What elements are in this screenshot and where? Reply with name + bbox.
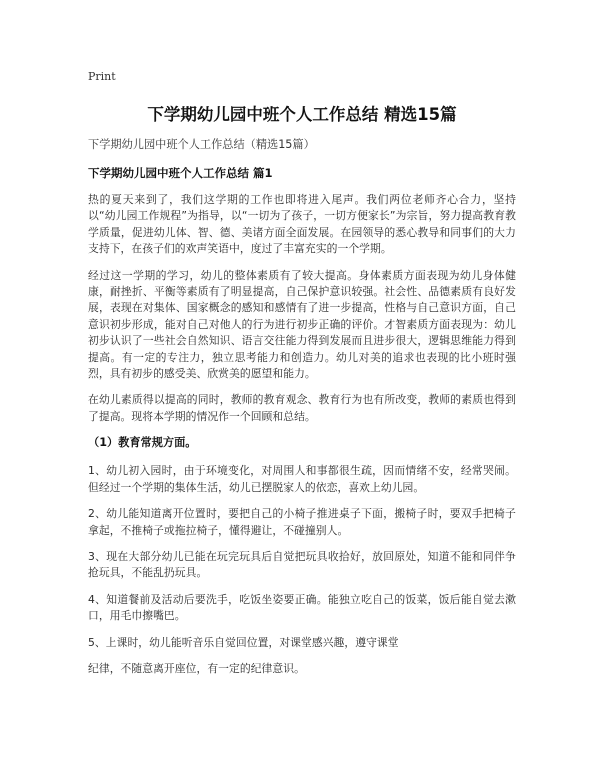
- paragraph-development: 经过这一学期的学习，幼儿的整体素质有了较大提高。身体素质方面表现为幼儿身体健康，耐挫折、平衡等素质有了明显提高，自己保护意识较强。社会性、品德素质有良好发展，表现在对集体、国家概念的感知和感情有了进一步提高，性格与自己意识方面，自己意识初步形成，能对自己对他人的行为进行初步正确的评价。才智素质方面表现为：幼儿初步认识了一些社会自然知识、语言交往能力得到发展而且进步很大，逻辑思维能力得到提高。有一定的专注力，独立思考能力和创造力。幼儿对美的追求也表现的比小班时强烈，具有初步的感受美、欣赏美的愿望和能力。: [88, 268, 516, 381]
- paragraph-intro: 热的夏天来到了，我们这学期的工作也即将进入尾声。我们两位老师齐心合力，坚持以“幼儿园工作规程”为指导，以“一切为了孩子，一切方便家长”为宗旨，努力提高教育教学质量，促进幼儿体、智、德、美诸方面全面发展。在园领导的悉心教导和同事们的大力支持下，在孩子们的欢声笑语中，度过了丰富充实的一个学期。: [88, 193, 516, 256]
- list-item: 1、幼儿初入园时，由于环境变化，对周围人和事都很生疏，因而情绪不安，经常哭闹。但经过一个学期的集体生活，幼儿已摆脱家人的依恋，喜欢上幼儿园。: [88, 464, 516, 494]
- paragraph-teacher: 在幼儿素质得以提高的同时，教师的教育观念、教育行为也有所改变，教师的素质也得到了提高。现将本学期的情况作一个回顾和总结。: [88, 393, 516, 423]
- document-title: 下学期幼儿园中班个人工作总结 精选15篇: [147, 105, 457, 124]
- list-item: 纪律，不随意离开座位，有一定的纪律意识。: [88, 661, 305, 675]
- sub-heading-routine: （1）教育常规方面。: [88, 436, 197, 450]
- list-item: 5、上课时，幼儿能听音乐自觉回位置，对课堂感兴趣，遵守课堂: [88, 635, 399, 649]
- list-item: 2、幼儿能知道离开位置时，要把自己的小椅子推进桌子下面，搬椅子时，要双手把椅子拿起，不推椅子或拖拉椅子，懂得避让，不碰撞别人。: [88, 507, 516, 537]
- print-label[interactable]: Print: [88, 70, 116, 83]
- list-item: 4、知道餐前及活动后要洗手，吃饭坐姿要正确。能独立吃自己的饭菜，饭后能自觉去漱口，用毛巾擦嘴巴。: [88, 592, 516, 623]
- document-page: [88, 70, 516, 687]
- document-subtitle: 下学期幼儿园中班个人工作总结（精选15篇）: [88, 138, 315, 151]
- list-item: 3、现在大部分幼儿已能在玩完玩具后自觉把玩具收拾好，放回原处，知道不能和同伴争抢玩具，不能乱扔玩具。: [88, 549, 516, 580]
- section-heading: 下学期幼儿园中班个人工作总结 篇1: [88, 166, 273, 180]
